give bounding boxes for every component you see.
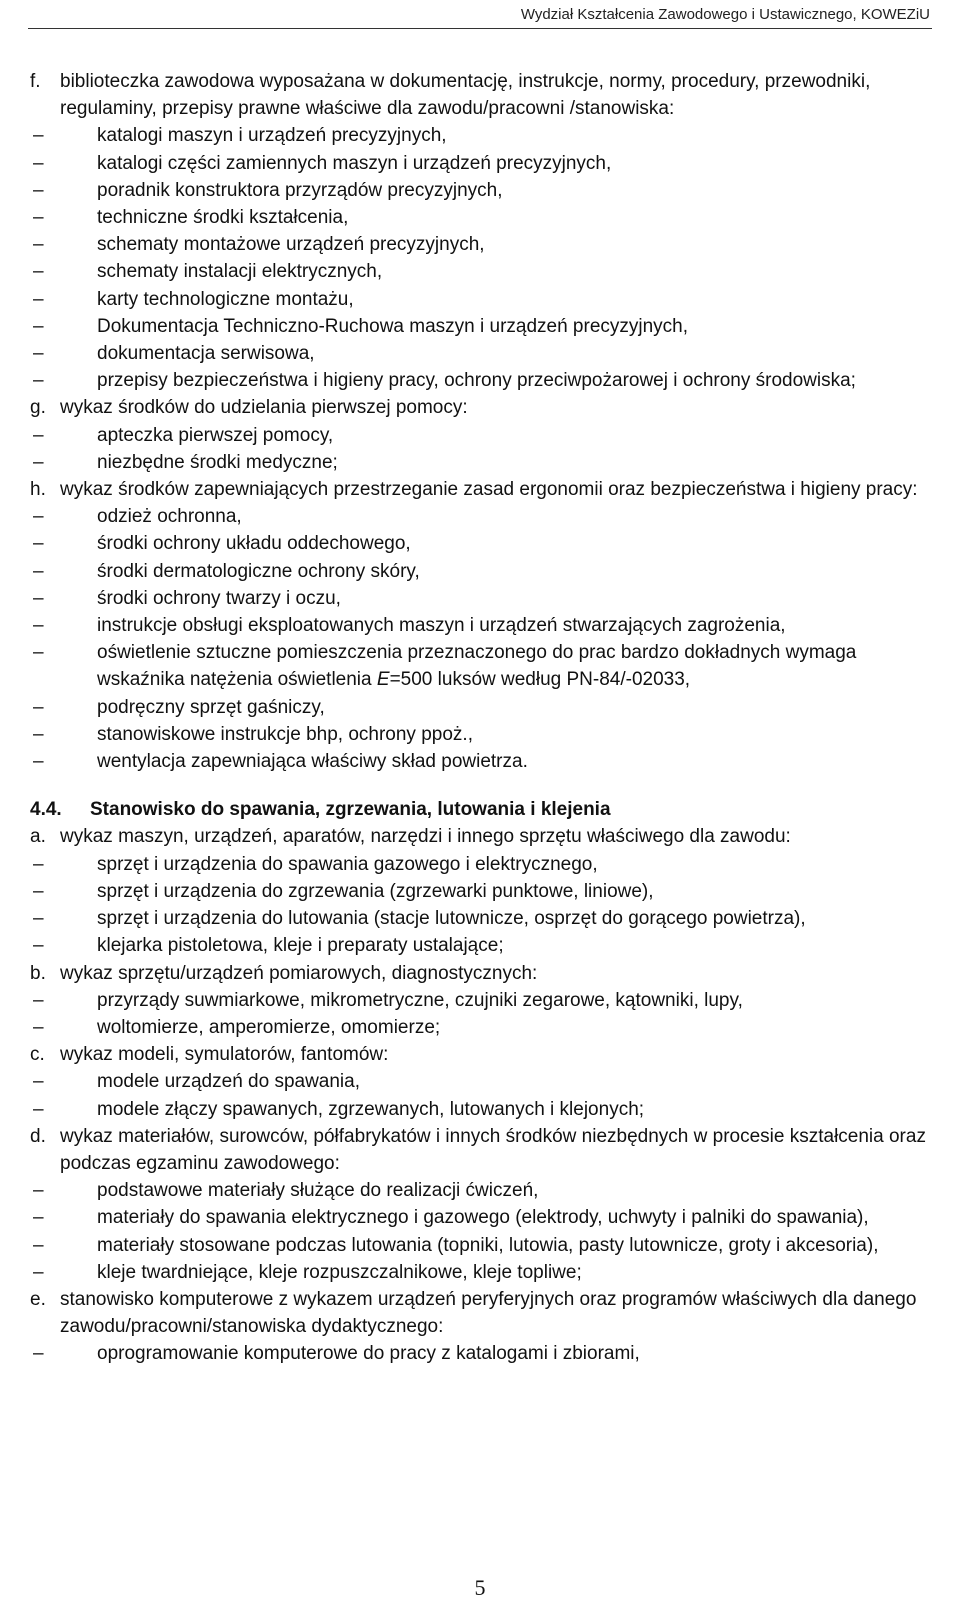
section-a-list bbox=[30, 851, 945, 960]
dash-bullet: – bbox=[33, 853, 44, 875]
section-text: wykaz środków zapewniających przestrzeganie zasad ergonomii oraz bezpieczeństwa i higieny pracy: bbox=[60, 479, 918, 501]
section-text: wykaz materiałów, surowców, półfabrykatów i innych środków niezbędnych w procesie kształcenia oraz podczas egzaminu zawodowego: bbox=[60, 1125, 926, 1174]
page-header: Wydział Kształcenia Zawodowego i Ustawicznego, KOWEZiU bbox=[520, 6, 930, 23]
dash-bullet: – bbox=[33, 908, 44, 930]
section-letter: h. bbox=[30, 479, 46, 501]
dash-bullet: – bbox=[33, 642, 44, 664]
list-item: – schematy instalacji elektrycznych, bbox=[30, 258, 945, 285]
list-item: – techniczne środki kształcenia, bbox=[30, 204, 945, 231]
dash-bullet: – bbox=[33, 261, 44, 283]
list-item: – sprzęt i urządzenia do spawania gazowego i elektrycznego, bbox=[30, 851, 945, 878]
section-f-list bbox=[30, 122, 945, 394]
list-item: – przyrządy suwmiarkowe, mikrometryczne, czujniki zegarowe, kątowniki, lupy, bbox=[30, 987, 945, 1014]
dash-bullet: – bbox=[33, 1343, 44, 1365]
dash-bullet: – bbox=[33, 587, 44, 609]
dash-bullet: – bbox=[33, 315, 44, 337]
list-item: – przepisy bezpieczeństwa i higieny pracy, ochrony przeciwpożarowej i ochrony środowiska; bbox=[30, 367, 945, 394]
dash-bullet: – bbox=[33, 1098, 44, 1120]
list-item: – karty technologiczne montażu, bbox=[30, 286, 945, 313]
section-letter: e. bbox=[30, 1288, 46, 1310]
list-item: – poradnik konstruktora przyrządów precyzyjnych, bbox=[30, 177, 945, 204]
dash-bullet: – bbox=[33, 560, 44, 582]
dash-bullet: – bbox=[33, 1180, 44, 1202]
dash-bullet: – bbox=[33, 615, 44, 637]
subheading-number: 4.4. bbox=[30, 799, 62, 821]
dash-bullet: – bbox=[33, 207, 44, 229]
list-item: – niezbędne środki medyczne; bbox=[30, 449, 945, 476]
section-e-list bbox=[30, 1340, 945, 1367]
dash-bullet: – bbox=[33, 152, 44, 174]
section-a bbox=[30, 823, 945, 850]
dash-bullet: – bbox=[33, 533, 44, 555]
list-item: – Dokumentacja Techniczno-Ruchowa maszyn i urządzeń precyzyjnych, bbox=[30, 313, 945, 340]
section-letter: d. bbox=[30, 1125, 46, 1147]
section-text: stanowisko komputerowe z wykazem urządzeń peryferyjnych oraz programów właściwych dla danego zawodu/pracowni/stanowiska dydaktycznego: bbox=[60, 1288, 917, 1338]
list-item: – środki ochrony twarzy i oczu, bbox=[30, 585, 945, 612]
dash-bullet: – bbox=[33, 880, 44, 902]
dash-bullet: – bbox=[33, 179, 44, 201]
list-item: – podstawowe materiały służące do realizacji ćwiczeń, bbox=[30, 1177, 945, 1204]
list-item: – kleje twardniejące, kleje rozpuszczalnikowe, kleje topliwe; bbox=[30, 1259, 945, 1286]
section-c-list bbox=[30, 1068, 945, 1122]
list-item: – środki dermatologiczne ochrony skóry, bbox=[30, 558, 945, 585]
list-item-lighting: – oświetlenie sztuczne pomieszczenia przeznaczonego do prac bardzo dokładnych wymaga wskaźnika natężenia oświetlenia E=500 luksów według PN-84/-02033, bbox=[30, 639, 945, 693]
dash-bullet: – bbox=[33, 1071, 44, 1093]
list-item: – instrukcje obsługi eksploatowanych maszyn i urządzeń stwarzających zagrożenia, bbox=[30, 612, 945, 639]
section-g-list bbox=[30, 422, 945, 476]
list-item: – modele urządzeń do spawania, bbox=[30, 1068, 945, 1095]
section-letter: f. bbox=[30, 71, 41, 92]
list-item: – klejarka pistoletowa, kleje i preparaty ustalające; bbox=[30, 932, 945, 959]
dash-bullet: – bbox=[33, 1234, 44, 1256]
list-item: – środki ochrony układu oddechowego, bbox=[30, 530, 945, 557]
list-item: – sprzęt i urządzenia do lutowania (stacje lutownicze, osprzęt do gorącego powietrza), bbox=[30, 905, 945, 932]
dash-bullet: – bbox=[33, 451, 44, 473]
list-item: – sprzęt i urządzenia do zgrzewania (zgrzewarki punktowe, liniowe), bbox=[30, 878, 945, 905]
dash-bullet: – bbox=[33, 935, 44, 957]
list-item: – wentylacja zapewniająca właściwy skład powietrza. bbox=[30, 748, 945, 775]
document-content bbox=[30, 68, 945, 1368]
section-letter: g. bbox=[30, 397, 46, 419]
list-item: – katalogi maszyn i urządzeń precyzyjnych, bbox=[30, 122, 945, 149]
dash-bullet: – bbox=[33, 506, 44, 528]
dash-bullet: – bbox=[33, 1207, 44, 1229]
section-b-list bbox=[30, 987, 945, 1041]
section-h bbox=[30, 476, 945, 503]
variable-e: E bbox=[376, 669, 390, 691]
dash-bullet: – bbox=[33, 370, 44, 392]
section-e bbox=[30, 1286, 945, 1340]
section-text: wykaz maszyn, urządzeń, aparatów, narzędzi i innego sprzętu właściwego dla zawodu: bbox=[60, 826, 791, 848]
list-item: – woltomierze, amperomierze, omomierze; bbox=[30, 1014, 945, 1041]
dash-bullet: – bbox=[33, 288, 44, 310]
subheading bbox=[30, 796, 945, 823]
list-item: – apteczka pierwszej pomocy, bbox=[30, 422, 945, 449]
dash-bullet: – bbox=[33, 424, 44, 446]
dash-bullet: – bbox=[33, 723, 44, 745]
list-item: – stanowiskowe instrukcje bhp, ochrony ppoż., bbox=[30, 721, 945, 748]
section-d-list bbox=[30, 1177, 945, 1286]
section-h-list bbox=[30, 503, 945, 775]
dash-bullet: – bbox=[33, 1261, 44, 1283]
dash-bullet: – bbox=[33, 125, 44, 147]
list-item: – materiały do spawania elektrycznego i gazowego (elektrody, uchwyty i palniki do spawania), bbox=[30, 1204, 945, 1231]
dash-bullet: – bbox=[33, 1016, 44, 1038]
section-g bbox=[30, 394, 945, 421]
section-text: wykaz środków do udzielania pierwszej pomocy: bbox=[60, 397, 468, 419]
page-number: 5 bbox=[474, 1575, 486, 1600]
list-item: – modele złączy spawanych, zgrzewanych, lutowanych i klejonych; bbox=[30, 1096, 945, 1123]
section-b bbox=[30, 960, 945, 987]
dash-bullet: – bbox=[33, 751, 44, 773]
list-item: – katalogi części zamiennych maszyn i urządzeń precyzyjnych, bbox=[30, 150, 945, 177]
section-text: biblioteczka zawodowa wyposażana w dokumentację, instrukcje, normy, procedury, przewodniki, regulaminy, przepisy prawne właściwe dla zawodu/pracowni /stanowiska: bbox=[60, 71, 871, 120]
section-letter: c. bbox=[30, 1044, 45, 1066]
dash-bullet: – bbox=[33, 989, 44, 1011]
section-letter: b. bbox=[30, 962, 46, 984]
dash-bullet: – bbox=[33, 696, 44, 718]
list-item: – odzież ochronna, bbox=[30, 503, 945, 530]
dash-bullet: – bbox=[33, 343, 44, 365]
section-f bbox=[30, 68, 945, 122]
section-c bbox=[30, 1041, 945, 1068]
header-rule bbox=[28, 28, 932, 29]
list-item: – schematy montażowe urządzeń precyzyjnych, bbox=[30, 231, 945, 258]
subheading-title: Stanowisko do spawania, zgrzewania, lutowania i klejenia bbox=[90, 799, 611, 821]
dash-bullet: – bbox=[33, 234, 44, 256]
section-letter: a. bbox=[30, 826, 46, 848]
list-item: – materiały stosowane podczas lutowania (topniki, lutowia, pasty lutownicze, groty i akcesoria), bbox=[30, 1232, 945, 1259]
section-d bbox=[30, 1123, 945, 1177]
list-item: – oprogramowanie komputerowe do pracy z katalogami i zbiorami, bbox=[30, 1340, 945, 1367]
section-text: wykaz sprzętu/urządzeń pomiarowych, diagnostycznych: bbox=[60, 962, 538, 984]
list-item: – podręczny sprzęt gaśniczy, bbox=[30, 694, 945, 721]
list-item: – dokumentacja serwisowa, bbox=[30, 340, 945, 367]
section-text: wykaz modeli, symulatorów, fantomów: bbox=[60, 1044, 389, 1066]
